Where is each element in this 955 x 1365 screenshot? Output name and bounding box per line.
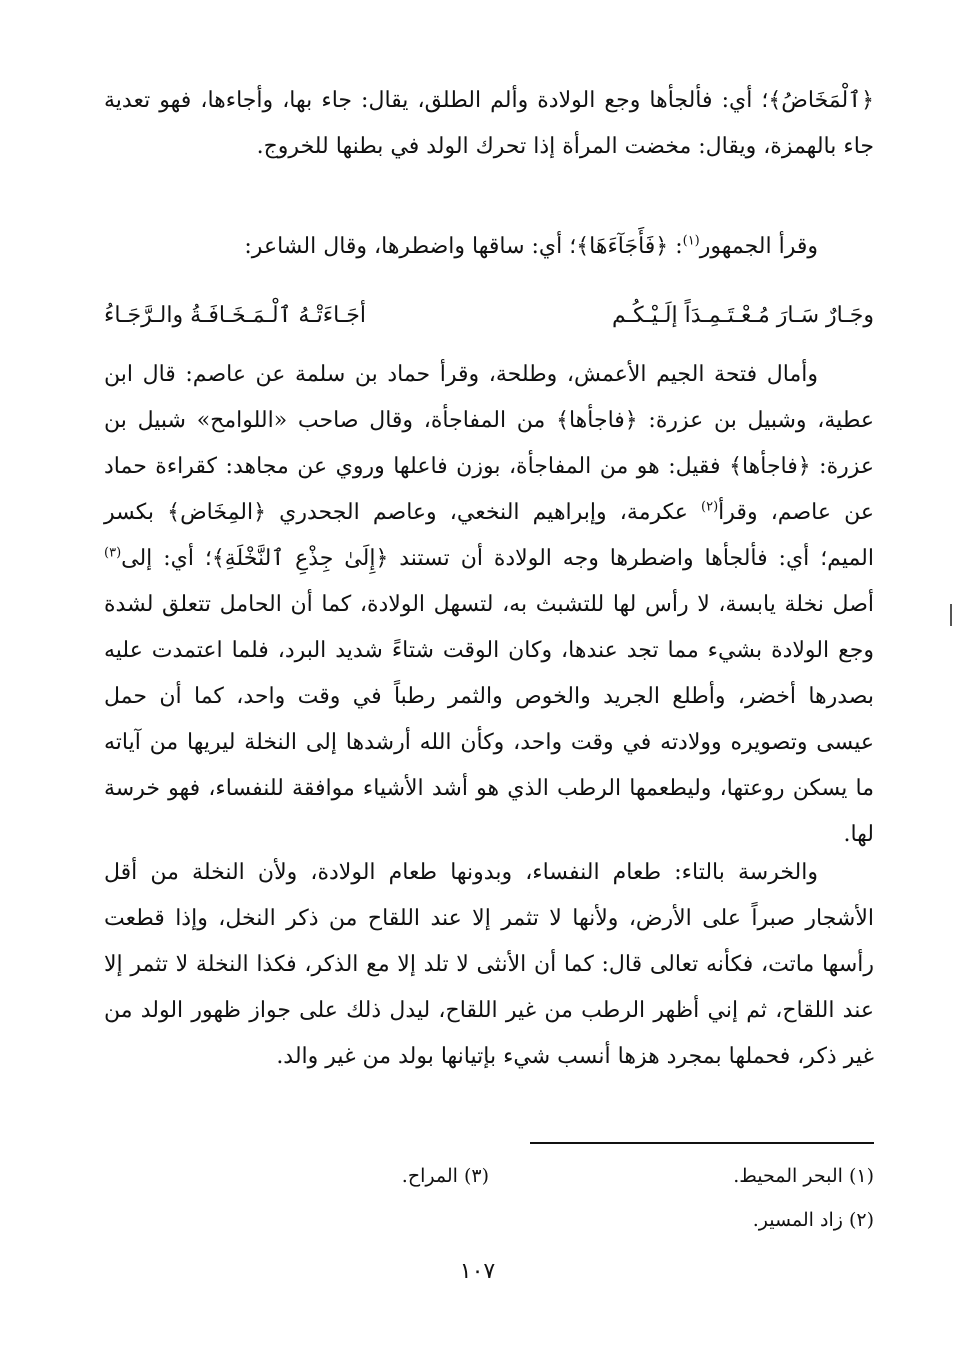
footnote-1: (١) البحر المحيط. — [733, 1165, 874, 1187]
footnote-marker-1: (١) — [682, 233, 700, 249]
paragraph-palm — [104, 850, 874, 1080]
footnote-marker-2: (٢) — [701, 499, 719, 515]
verse-second-hemistich: أجَـاءَتْـهُ ٱلْـمَـخَـافَـةُ والـرَّجَـاءُ — [104, 303, 366, 328]
footnote-row — [104, 1154, 874, 1198]
paragraph-readings-part3: أصل نخلة يابسة، لا رأس لها للتشبث به، لتسهل الولادة، كما أن الحامل تتعلق لشدة وجع الولادة بشيء مما تجد عندها، وكان الوقت شتاءً شديد البرد، فلما اعتمدت عليه بصدرها أخضر، وأطلع الجريد والخوص والثمر رطباً في وقت واحد، كما أن حمل عيسى وتصويره وولادته في وقت واحد، وكأن الله أرشدها إلى النخلة ليريها من آياته ما يسكن روعتها، وليطعمها الرطب الذي هو أشد الأشياء موافقة للنفساء، فهو خرسة لها. — [104, 592, 874, 847]
paragraph-readings-part2: عكرمة، وإبراهيم النخعي، وعاصم الجحدري ﴿المِخَاض﴾ بكسر الميم؛ أي: فألجأها واضطرها وجه الولادة أن تستند ﴿إِلَىٰ جِذْعِ ٱلنَّخْلَةِ﴾؛ أي: إلى — [104, 500, 874, 571]
intro-paragraph-text: ﴿ٱلْمَخَاضُ﴾؛ أي: فألجأها وجع الولادة وألم الطلق، يقال: جاء بها، وأجاءها، فهو تعدية جاء بالهمزة، ويقال: مخضت المرأة إذا تحرك الولد في بطنها للخروج. — [104, 88, 874, 159]
reading-line-before: وقرأ الجمهور — [699, 234, 818, 259]
reading-line-text — [104, 224, 874, 270]
page-number: ١٠٧ — [459, 1259, 496, 1284]
reading-line-after: : ﴿فَأَجَآءَهَا﴾؛ أي: ساقها واضطرها، وقال الشاعر: — [244, 234, 683, 259]
margin-mark — [950, 604, 952, 626]
paragraph-readings-part1: وأمال فتحة الجيم الأعمش، وطلحة، وقرأ حماد بن سلمة عن عاصم: قال ابن عطية، وشبيل بن عزرة: ﴿فاجأها﴾ من المفاجأة، وقال صاحب «اللوامح» شبيل بن عزرة: ﴿فاجأها﴾ فقيل: هو من المفاجأة، بوزن فاعلها وروي عن مجاهد: كقراءة حماد عن عاصم، وقرأ — [104, 362, 874, 525]
footnotes — [104, 1154, 874, 1242]
reading-line — [104, 224, 874, 270]
footnote-3: (٣) المراح. — [401, 1165, 489, 1187]
footnote-marker-3: (٣) — [104, 545, 122, 561]
paragraph-palm-text: والخرسة بالتاء: طعام النفساء، وبدونها طعام الولادة، ولأن النخلة من أقل الأشجار صبراً على الأرض، ولأنها لا تثمر إلا عند اللقاح من ذكر النخل، وإذا قطعت رأسها ماتت، فكأنه تعالى قال: كما أن الأنثى لا تلد إلا مع الذكر، فكذا النخلة لا تثمر إلا عند اللقاح، ثم إني أظهر الرطب من غير اللقاح، ليدل ذلك على جواز ظهور الولد من غير ذكر، فحملها بمجرد هزها أنسب شيء بإتيانها بولد من غير والد. — [104, 860, 874, 1069]
footnote-divider — [530, 1142, 874, 1144]
poetry-verse — [104, 296, 874, 336]
paragraph-readings — [104, 352, 874, 858]
verse-first-hemistich: وجَـارٌ سَـارَ مُـعْـتَـمِـدَاً إلَـيْـكُـم — [612, 303, 874, 328]
intro-paragraph — [104, 78, 874, 170]
footnote-2: (٢) زاد المسير. — [752, 1209, 874, 1231]
footnote-row — [104, 1198, 874, 1242]
paragraph-readings-text — [104, 352, 874, 858]
